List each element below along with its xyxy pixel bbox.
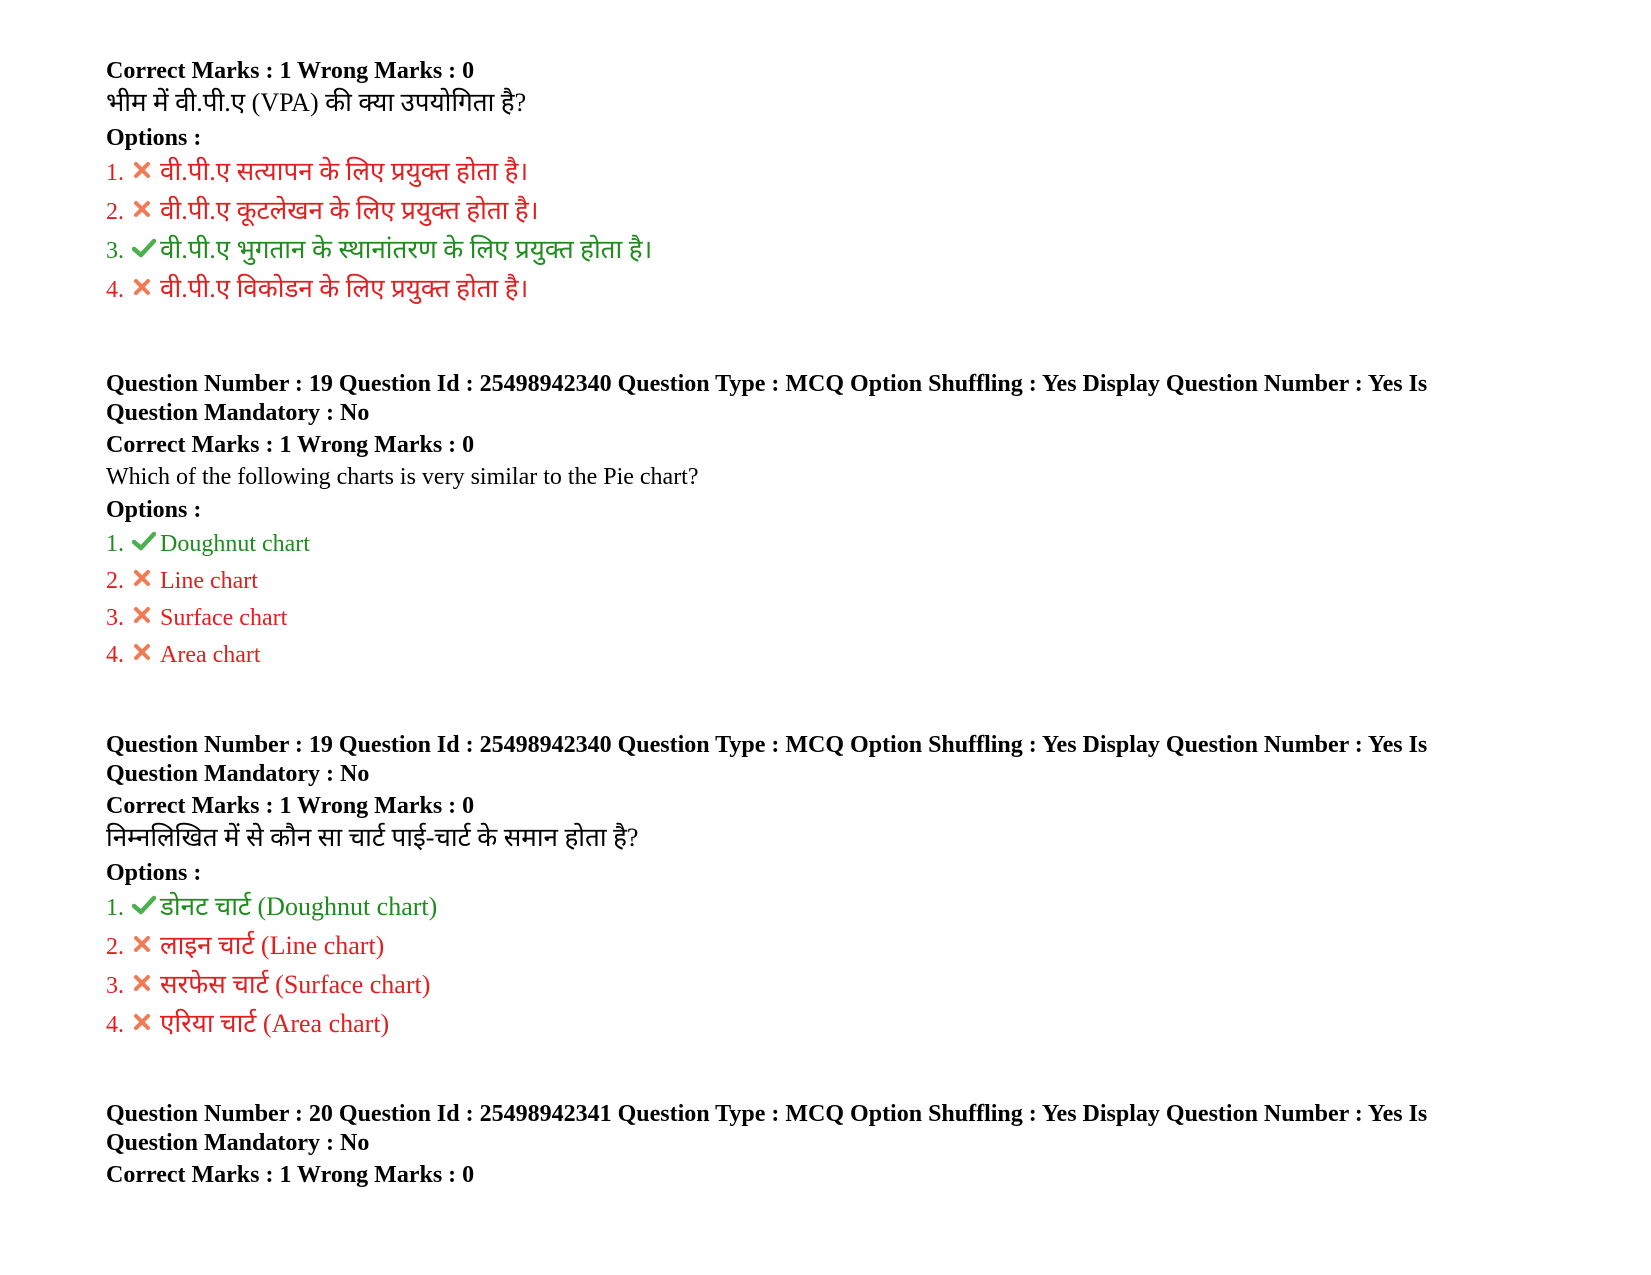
option-text: वी.पी.ए विकोडन के लिए प्रयुक्त होता है। <box>160 274 529 303</box>
option-number: 3. <box>106 605 124 631</box>
option-text: Surface chart <box>160 605 288 631</box>
option-4 <box>106 1009 1546 1048</box>
question-text: भीम में वी.पी.ए (VPA) की क्या उपयोगिता है? <box>106 88 527 117</box>
options-label: Options : <box>106 125 202 151</box>
question-header: Question Number : 20 Question Id : 25498942341 Question Type : MCQ Option Shuffling : Yes Display Question Number : Yes Is <box>106 1101 1428 1127</box>
cross-icon <box>132 642 160 664</box>
option-number: 1. <box>106 160 124 186</box>
option-number: 2. <box>106 199 124 225</box>
options-label: Options : <box>106 860 202 886</box>
option-number: 1. <box>106 531 124 557</box>
question-text: Which of the following charts is very similar to the Pie chart? <box>106 464 699 490</box>
option-text: वी.पी.ए भुगतान के स्थानांतरण के लिए प्रयुक्त होता है। <box>160 235 653 264</box>
question-block-19-en <box>106 370 1546 677</box>
question-header-cont: Question Mandatory : No <box>106 761 370 787</box>
option-4 <box>106 640 1546 677</box>
option-text: एरिया चार्ट (Area chart) <box>160 1009 390 1038</box>
question-header: Question Number : 19 Question Id : 25498942340 Question Type : MCQ Option Shuffling : Yes Display Question Number : Yes Is <box>106 732 1428 758</box>
option-number: 1. <box>106 895 124 921</box>
option-number: 3. <box>106 973 124 999</box>
cross-icon <box>132 934 160 956</box>
question-block-18 <box>106 57 1546 313</box>
option-text: वी.पी.ए सत्यापन के लिए प्रयुक्त होता है। <box>160 157 529 186</box>
option-text: वी.पी.ए कूटलेखन के लिए प्रयुक्त होता है। <box>160 196 539 225</box>
cross-icon <box>132 973 160 995</box>
question-header-cont: Question Mandatory : No <box>106 1130 370 1156</box>
cross-icon <box>132 1012 160 1034</box>
option-4 <box>106 274 1546 313</box>
question-block-19-hi <box>106 731 1546 1048</box>
option-number: 4. <box>106 1012 124 1038</box>
option-number: 4. <box>106 277 124 303</box>
marks-line: Correct Marks : 1 Wrong Marks : 0 <box>106 793 475 819</box>
option-3 <box>106 970 1546 1009</box>
option-2 <box>106 566 1546 603</box>
option-2 <box>106 931 1546 970</box>
cross-icon <box>132 568 160 590</box>
options-label: Options : <box>106 497 202 523</box>
option-text: लाइन चार्ट (Line chart) <box>160 931 385 960</box>
question-header-cont: Question Mandatory : No <box>106 400 370 426</box>
question-header: Question Number : 19 Question Id : 25498942340 Question Type : MCQ Option Shuffling : Yes Display Question Number : Yes Is <box>106 371 1428 397</box>
check-icon <box>132 895 160 917</box>
option-1 <box>106 157 1546 196</box>
check-icon <box>132 238 160 260</box>
option-text: डोनट चार्ट (Doughnut chart) <box>160 892 438 921</box>
option-3 <box>106 235 1546 274</box>
marks-line: Correct Marks : 1 Wrong Marks : 0 <box>106 58 475 84</box>
option-number: 4. <box>106 642 124 668</box>
option-2 <box>106 196 1546 235</box>
option-number: 2. <box>106 934 124 960</box>
option-text: सरफेस चार्ट (Surface chart) <box>160 970 431 999</box>
cross-icon <box>132 199 160 221</box>
cross-icon <box>132 605 160 627</box>
option-text: Line chart <box>160 568 258 594</box>
question-text: निम्नलिखित में से कौन सा चार्ट पाई-चार्ट के समान होता है? <box>106 823 639 852</box>
marks-line: Correct Marks : 1 Wrong Marks : 0 <box>106 432 475 458</box>
option-number: 2. <box>106 568 124 594</box>
cross-icon <box>132 160 160 182</box>
cross-icon <box>132 277 160 299</box>
check-icon <box>132 531 160 553</box>
option-1 <box>106 529 1546 566</box>
question-block-20 <box>106 1100 1546 1190</box>
option-3 <box>106 603 1546 640</box>
marks-line: Correct Marks : 1 Wrong Marks : 0 <box>106 1162 475 1188</box>
option-number: 3. <box>106 238 124 264</box>
option-text: Area chart <box>160 642 261 668</box>
option-1 <box>106 892 1546 931</box>
option-text: Doughnut chart <box>160 531 310 557</box>
